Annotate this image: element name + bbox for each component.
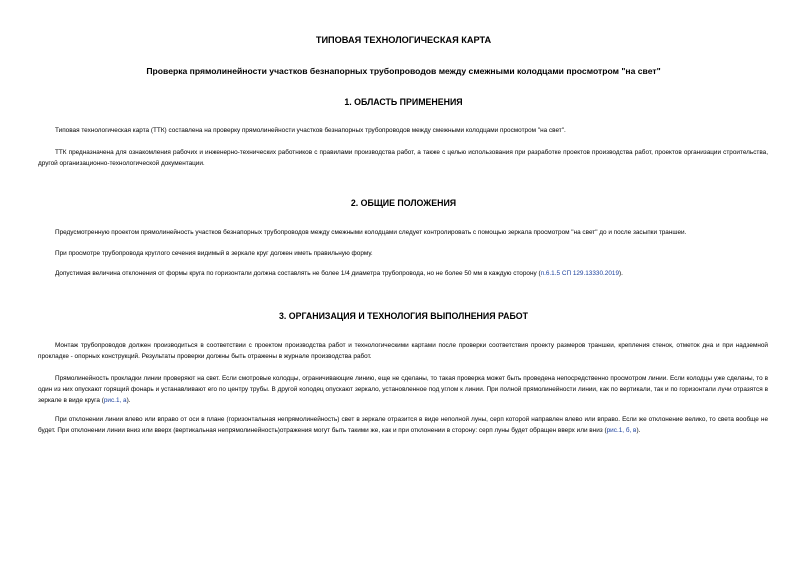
section-3-paragraph-2 xyxy=(38,373,768,406)
paragraph-text: Прямолинейность прокладки линии проверяют на свет. Если смотровые колодцы, ограничивающие линию, еще не сделаны, то такая проверка может быть проведена непосредственно просмотром линии. Если колодцы уже сделаны, то в один из них опускают горящий фонарь и устанавливают его по центру трубы. В другой колодец опускают зеркало, установленное под углом к линии. При полной прямолинейности линии, как по вертикали, так и по горизонтали лучи отразятся в зеркале в виде круга ( xyxy=(38,375,768,404)
section-1-paragraph-2: ТТК предназначена для ознакомления рабочих и инженерно-технических работников с правилами производства работ, а также с целью использования при разработке проектов производства работ, проектов организации строительства, другой организационно-технологической документации. xyxy=(38,149,768,167)
document-subtitle: Проверка прямолинейности участков безнапорных трубопроводов между смежными колодцами просмотром "на свет" xyxy=(146,66,661,76)
section-3-heading: 3. ОРГАНИЗАЦИЯ И ТЕХНОЛОГИЯ ВЫПОЛНЕНИЯ РАБОТ xyxy=(278,311,528,321)
section-3-paragraph-1: Монтаж трубопроводов должен производиться в соответствии с проектом производства работ и технологическими картами после проверки соответствия проекту размеров траншеи, крепления стенок, отметок дна и при надземной прокладке - опорных конструкций. Результаты проверки должны быть отражены в журнале производства работ. xyxy=(38,342,768,360)
figure-1a-link[interactable]: рис.1, а xyxy=(103,397,127,404)
paragraph-text: При отклонении линии влево или вправо от оси в плане (горизонтальная непрямолинейность) свет в зеркале отразится в виде неполной луны, серп которой направлен влево или вправо. Если же отклонение велико, то света вообще не будет. При отклонении линии вниз или вверх (вертикальная непрямолинейность)отражения могут быть такими же, как и при отклонении в сторону: серп луны будет обращен вверх или вниз ( xyxy=(38,416,768,434)
paragraph-text-end: ). xyxy=(126,397,131,404)
paragraph-text-end: ). xyxy=(619,270,623,277)
section-2-heading: 2. ОБЩИЕ ПОЛОЖЕНИЯ xyxy=(350,198,457,208)
sp-reference-link[interactable]: п.6.1.5 СП 129.13330.2019 xyxy=(540,270,620,277)
section-2-paragraph-3 xyxy=(38,268,768,279)
section-2-paragraph-1: Предусмотренную проектом прямолинейность участков безнапорных трубопроводов между смежными колодцами следует контролировать с помощью зеркала просмотром "на свет" до и после засыпки траншеи. xyxy=(55,229,687,236)
section-2-paragraph-2: При просмотре трубопровода круглого сечения видимый в зеркале круг должен иметь правильную форму. xyxy=(55,250,373,257)
paragraph-text: Допустимая величина отклонения от формы круга по горизонтали должна составлять не более 1/4 диаметра трубопровода, но не более 50 мм в каждую сторону ( xyxy=(55,270,541,277)
section-1-paragraph-1: Типовая технологическая карта (ТТК) составлена на проверку прямолинейности участков безнапорных трубопроводов между смежными колодцами просмотром "на свет". xyxy=(55,127,566,134)
document-title: ТИПОВАЯ ТЕХНОЛОГИЧЕСКАЯ КАРТА xyxy=(315,35,492,45)
section-3-paragraph-3 xyxy=(38,414,768,436)
paragraph-text-end: ). xyxy=(636,427,641,434)
figure-1bv-link[interactable]: рис.1, б, в xyxy=(606,427,637,434)
section-1-heading: 1. ОБЛАСТЬ ПРИМЕНЕНИЯ xyxy=(344,97,463,107)
